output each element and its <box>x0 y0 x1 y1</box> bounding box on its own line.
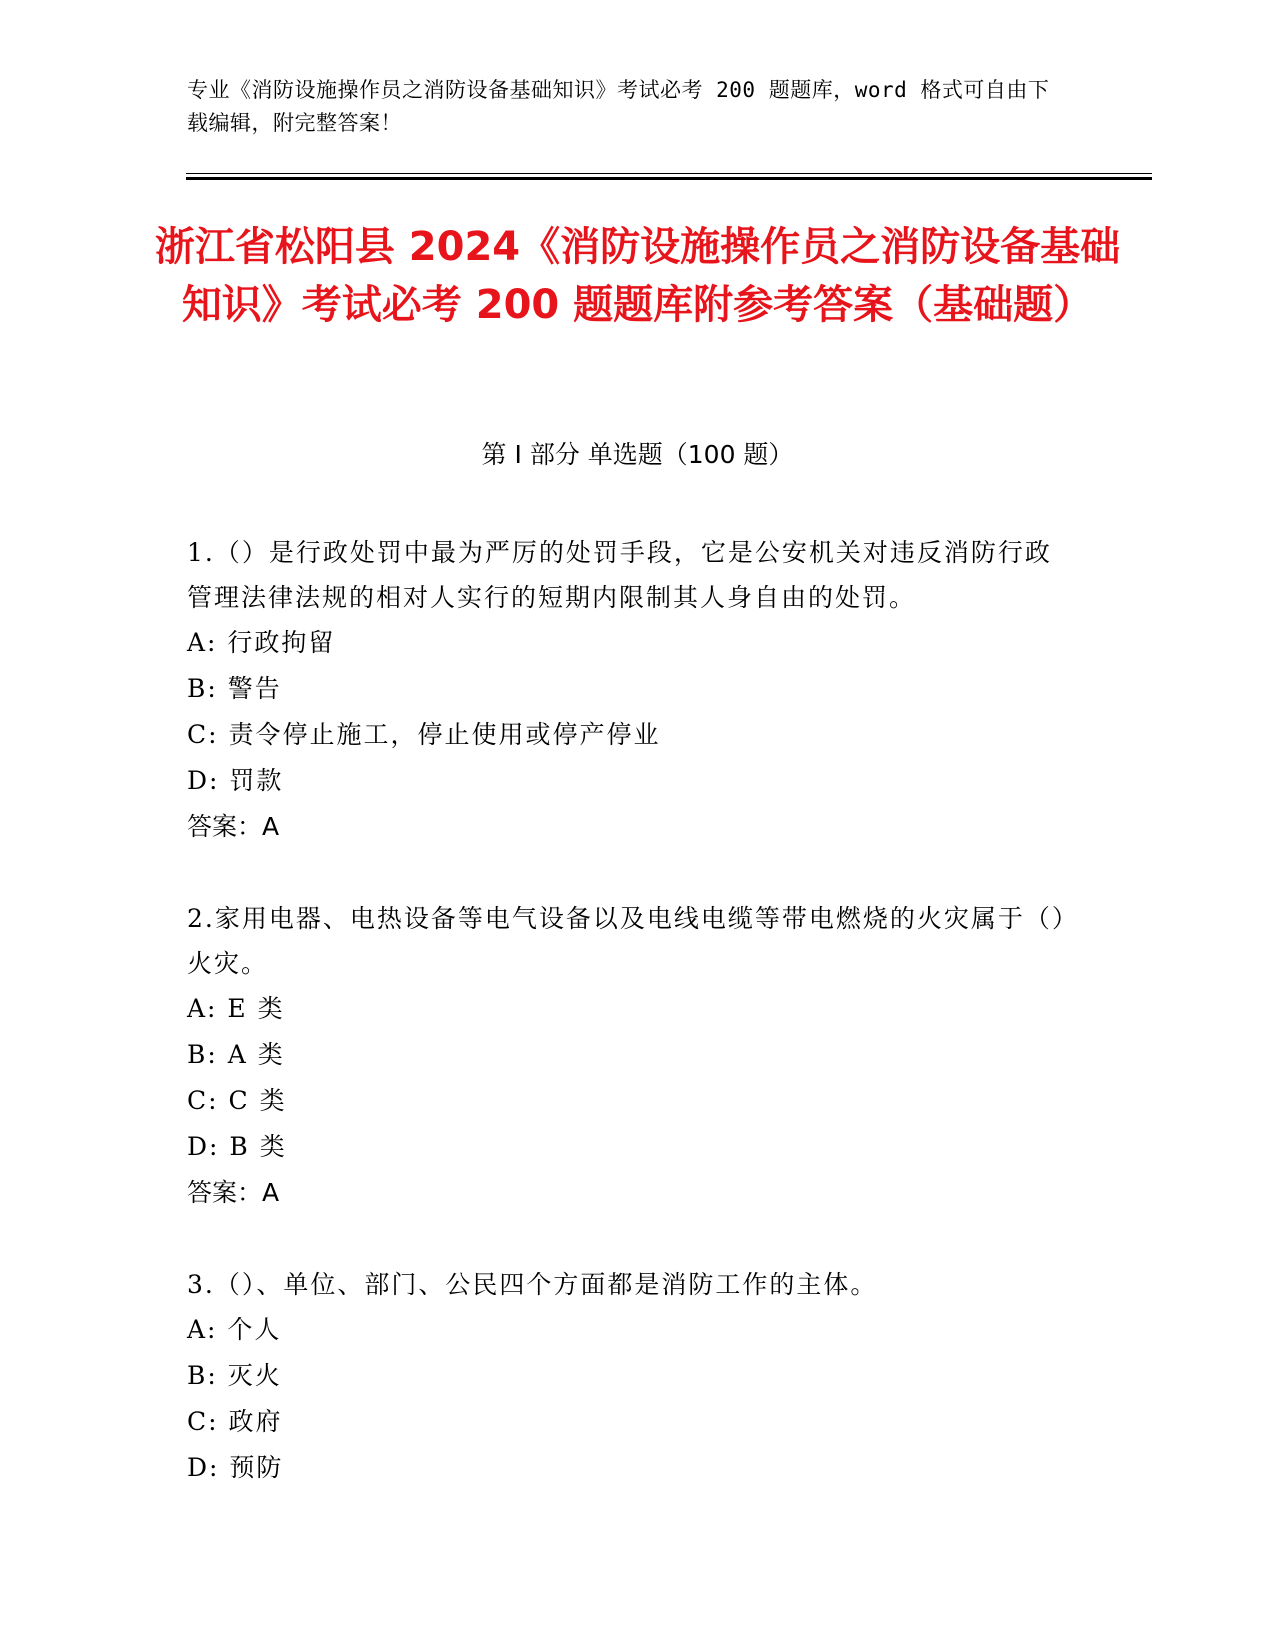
option-b: B: A 类 <box>187 1040 285 1069</box>
option-d: D: B 类 <box>187 1132 287 1161</box>
question-1 <box>187 530 1067 850</box>
option-b: B: 警告 <box>187 674 282 703</box>
option-c: C: C 类 <box>187 1086 287 1115</box>
document-title: 浙江省松阳县 2024《消防设施操作员之消防设备基础知识》考试必考 200 题题库附参考答案（基础题） <box>154 224 1121 328</box>
option-a: A: 个人 <box>187 1315 282 1344</box>
option-a: A: E 类 <box>187 994 285 1023</box>
question-3 <box>187 1262 1067 1491</box>
question-stem: 1.（）是行政处罚中最为严厉的处罚手段，它是公安机关对违反消防行政管理法律法规的相对人实行的短期内限制其人身自由的处罚。 <box>187 538 1052 612</box>
question-stem: 2.家用电器、电热设备等电气设备以及电线电缆等带电燃烧的火灾属于（）火灾。 <box>187 904 1067 978</box>
header-note: 专业《消防设施操作员之消防设备基础知识》考试必考 200 题题库，word 格式可自由下载编辑，附完整答案！ <box>187 78 1050 135</box>
question-list <box>187 530 1067 1537</box>
header-rule-thick <box>186 177 1152 180</box>
header-rule-thin <box>186 173 1152 174</box>
option-c: C: 责令停止施工，停止使用或停产停业 <box>187 720 661 749</box>
option-c: C: 政府 <box>187 1407 283 1436</box>
question-stem: 3.（）、单位、部门、公民四个方面都是消防工作的主体。 <box>187 1270 878 1299</box>
option-d: D: 罚款 <box>187 766 284 795</box>
option-b: B: 灭火 <box>187 1361 282 1390</box>
answer-line: 答案：A <box>187 1178 280 1207</box>
answer-line: 答案：A <box>187 812 280 841</box>
option-a: A: 行政拘留 <box>187 628 336 657</box>
option-d: D: 预防 <box>187 1453 284 1482</box>
section-heading: 第 I 部分 单选题（100 题） <box>481 440 794 469</box>
question-2 <box>187 896 1067 1216</box>
